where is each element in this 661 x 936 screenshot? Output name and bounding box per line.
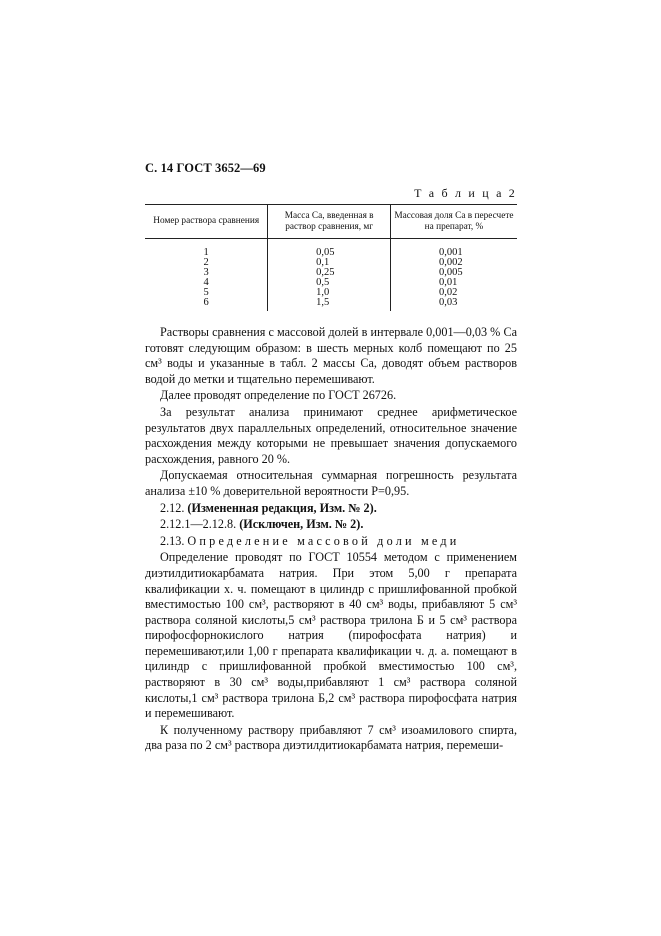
table-caption: Т а б л и ц а 2 [414, 186, 517, 200]
cell-value: 1,0 [316, 287, 330, 298]
table-row [145, 239, 517, 259]
paragraph: За результат анализа принимают среднее арифметическое результатов двух параллельных определений, относительное значение расхождения между которыми не превышает значения допускаемого расхождения, равного 20 %. [145, 404, 517, 466]
reference-solutions-table [145, 204, 517, 311]
table-row [145, 268, 517, 278]
cell-value: 0,5 [316, 277, 330, 288]
paragraph: К полученному раствору прибавляют 7 см³ изоамилового спирта, два раза по 2 см³ раствора диэтилдитиокарбамата натрия, перемеши- [145, 722, 517, 753]
table-cell [268, 278, 391, 288]
paragraph: Допускаемая относительная суммарная погрешность результата анализа ±10 % доверительной вероятности P=0,95. [145, 468, 517, 498]
cell-value: 0,25 [316, 267, 335, 278]
section-2-12 [145, 501, 517, 517]
cell-value: 0,001 [438, 247, 463, 258]
table-cell: 1 [203, 247, 209, 258]
table-cell: 2 [203, 257, 209, 268]
paragraph: Растворы сравнения с массовой долей в интервале 0,001—0,03 % Са готовят следующим образом: в шесть мерных колб помещают по 25 см³ воды и указанные в табл. 2 массы Са, доводят объем растворов водой до метки и тщательно перемешивают. [145, 325, 517, 386]
table-row [145, 278, 517, 288]
section-2-13 [145, 534, 517, 550]
section-number: 2.12.1—2.12.8. [160, 517, 237, 532]
amendment-note: (Исключен, Изм. № 2). [239, 517, 364, 532]
section-2-12-1 [145, 517, 517, 533]
cell-value: 1,5 [316, 297, 330, 308]
section-title: Определение массовой доли меди [187, 533, 460, 548]
table-row [145, 288, 517, 298]
page-header: С. 14 ГОСТ 3652—69 [145, 161, 266, 175]
table-cell [268, 268, 391, 278]
cell-value: 0,005 [438, 267, 463, 278]
table-cell: 6 [203, 297, 209, 308]
body-text [145, 325, 517, 755]
column-header: Масса Са, введенная в раствор сравнения, мг [268, 205, 391, 239]
cell-value: 0,01 [438, 277, 458, 288]
amendment-note: (Измененная редакция, Изм. № 2). [187, 500, 377, 515]
column-header: Массовая доля Са в пересчете на препарат, % [390, 205, 517, 239]
table-cell [390, 239, 517, 259]
table-cell [268, 239, 391, 259]
section-number: 2.12. [160, 500, 185, 515]
cell-value: 0,002 [438, 257, 463, 268]
table-cell: 4 [203, 277, 209, 288]
cell-value: 0,02 [438, 287, 458, 298]
paragraph: Определение проводят по ГОСТ 10554 методом с применением диэтилдитиокарбамата натрия. При этом 5,00 г препарата квалификации х. ч. помещают в цилиндр с пришлифованной пробкой вместимостью 100 см³, растворяют в 40 см³ воды, прибавляют 5 см³ раствора соляной кислоты,5 см³ раствора трилона Б и 5 см³ раствора пирофосфорнокислого натрия (пирофосфата натрия) и перемешивают,или 1,00 г препарата квалификации ч. д. а. помещают в цилиндр с пришлифованной пробкой вместимостью 100 см³, растворяют в 30 см³ воды,прибавляют 1 см³ раствора соляной кислоты,1 см³ раствора трилона Б,2 см³ раствора пирофосфата натрия и перемешивают. [145, 550, 517, 721]
table-cell [268, 288, 391, 298]
table-cell: 3 [203, 267, 209, 278]
table-header-row [145, 205, 517, 239]
cell-value: 0,1 [316, 257, 330, 268]
table-cell [390, 298, 517, 311]
table-cell [268, 298, 391, 311]
cell-value: 0,05 [316, 247, 335, 258]
column-header: Номер раствора сравнения [145, 205, 268, 239]
paragraph: Далее проводят определение по ГОСТ 26726. [160, 388, 397, 403]
section-number: 2.13. [160, 533, 185, 548]
table-cell: 5 [203, 287, 209, 298]
cell-value: 0,03 [438, 297, 458, 308]
table-row [145, 298, 517, 311]
